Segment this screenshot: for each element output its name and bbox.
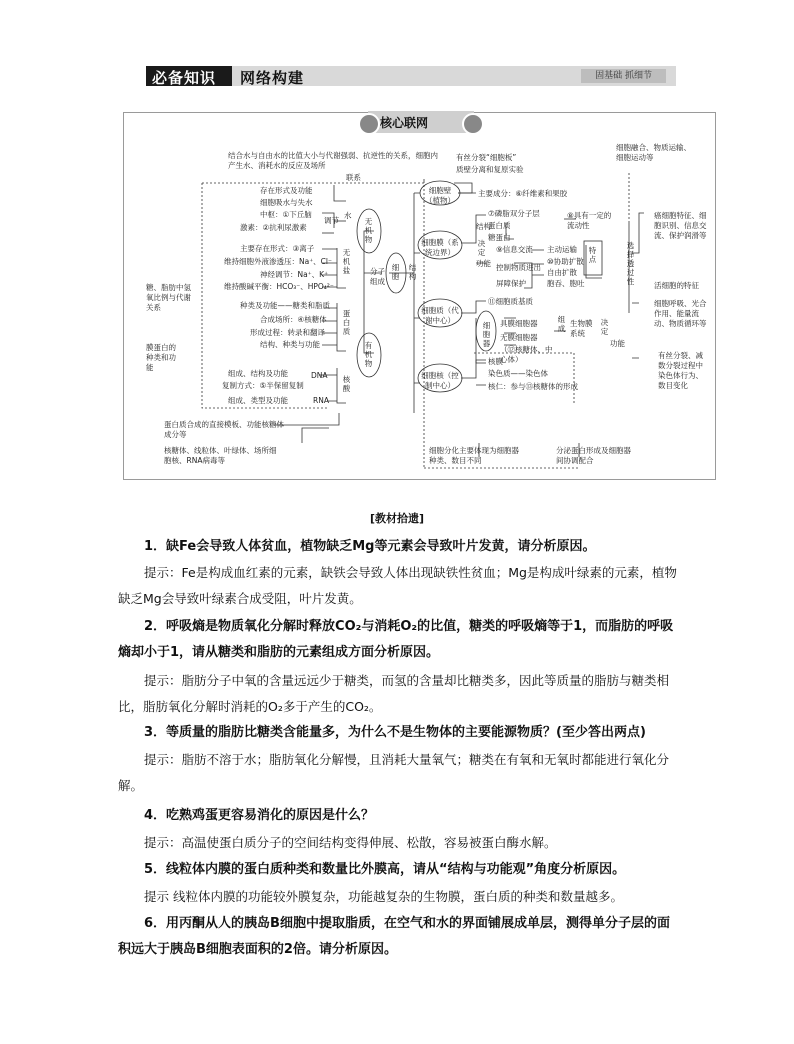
section-header: [146, 66, 676, 86]
header-bar: [232, 66, 676, 86]
transport-facilitated: ⑩协助扩散: [547, 257, 584, 266]
membrane-decide: 决定: [477, 239, 486, 257]
question-2: 2．呼吸熵是物质氧化分解时释放CO₂与消耗O₂的比值，糖类的呼吸熵等于1，而脂肪的呼吸熵却小于1，请从糖类和脂肪的元素组成方面分析原因。: [118, 619, 674, 660]
cytoplasm-node: 细胞质（代谢中心）: [421, 306, 459, 325]
membrane-barrier: 屏障保护: [496, 279, 526, 288]
rna-label: RNA: [313, 396, 329, 405]
question-3: 3．等质量的脂肪比糖类含能量多，为什么不是生物体的主要能源物质？(至少答出两点): [144, 725, 646, 740]
cytoplasm-decide: 决定: [600, 318, 609, 336]
note-living-cell: 活细胞的特征: [654, 281, 699, 290]
question-4: 4．吃熟鸡蛋更容易消化的原因是什么？: [144, 808, 375, 823]
membrane-protein: 蛋白质: [488, 221, 511, 230]
nonmembrane-organelle: 无膜细胞器: [500, 333, 538, 342]
question-6: 6．用丙酮从人的胰岛B细胞中提取脂质，在空气和水的界面铺展成单层，测得单分子层的面积远大于胰岛B细胞表面积的2倍。请分析原因。: [118, 916, 670, 957]
water-hormone: 激素：②抗利尿激素: [240, 223, 307, 232]
note-cancer: 癌细胞特征、细胞识别、信息交流、保护润滑等: [654, 211, 707, 240]
wall-composition: 主要成分：⑥纤维素和果胶: [478, 189, 568, 198]
cytoplasm-matrix: ⑪细胞质基质: [488, 297, 533, 306]
nucleic-comp: 组成、结构及功能: [228, 369, 288, 378]
header-badge: 必备知识: [146, 66, 232, 86]
hint-1: 提示：Fe是构成血红素的元素，缺铁会导致人体出现缺铁性贫血；Mg是构成叶绿素的元素，植物缺乏Mg会导致叶绿素合成受阻，叶片发黄。: [118, 565, 677, 606]
molecule-label: 分子组成: [370, 267, 385, 286]
nucleolus: 核仁：参与⑬核糖体的形成: [488, 382, 578, 391]
salt-ph: 维持酸碱平衡：HCO₃⁻、HPO₄²⁻: [224, 282, 334, 291]
membrane-transport: 控制物质进出: [496, 263, 541, 272]
water-regulation: 调节: [324, 216, 339, 225]
nucleic-type: 组成、类型及功能: [228, 396, 288, 405]
inorganic-node: 无机物: [364, 217, 373, 244]
salt-nerve: 神经调节：Na⁺、K⁺: [260, 270, 329, 279]
protein-process: 形成过程：转录和翻译: [250, 328, 325, 337]
water-osmosis: 细胞吸水与失水: [260, 198, 313, 207]
transport-free: 自由扩散: [547, 268, 577, 277]
nucleus-node: 细胞核（控制中心）: [421, 371, 459, 390]
salt-form: 主要存在形式：③离子: [240, 244, 315, 253]
protein-struct: 结构、种类与功能: [260, 340, 320, 349]
cell-node: 细胞: [391, 263, 400, 281]
transport-endo: 胞吞、胞吐: [547, 279, 585, 288]
membrane-fluidity: ⑧具有一定的流动性: [567, 211, 612, 230]
organelle-label: 细胞器: [482, 321, 491, 348]
chromatin: 染色质——染色体: [488, 369, 548, 378]
water-node: 水: [344, 211, 352, 220]
note-template: 蛋白质合成的直接模板、功能核糖体成分等: [164, 420, 284, 439]
hint-4: 提示：高温使蛋白质分子的空间结构变得伸展、松散，容易被蛋白酶水解。: [144, 835, 557, 850]
salt-osmotic: 维持细胞外液渗透压：Na⁺、Cl⁻: [224, 257, 332, 266]
question-5: 5．线粒体内膜的蛋白质种类和数量比外膜高，请从“结构与功能观”角度分析原因。: [144, 862, 626, 877]
nucleic-replication: 复制方式：⑤半保留复制: [222, 381, 304, 390]
transport-active: 主动运输: [547, 245, 577, 254]
note-ribosome: 核糖体、线粒体、叶绿体、场所细胞核、RNA病毒等: [164, 446, 277, 465]
note-water-ratio: 结合水与自由水的比值大小与代谢强弱、抗逆性的关系，细胞内产生水、消耗水的反应及场所: [228, 151, 438, 170]
membrane-node: 细胞膜（系统边界）: [421, 238, 459, 257]
protein-kind: 种类及功能——糖类和脂质: [240, 301, 330, 310]
water-center: 中枢：①下丘脑: [260, 210, 312, 219]
note-differentiation: 细胞分化主要体现为细胞器种类、数目不同: [429, 446, 519, 465]
section-title: [教材拾遗]: [369, 512, 425, 525]
biomembrane-system: 生物膜系统: [570, 319, 593, 338]
membrane-function: 功能: [476, 259, 491, 268]
header-tag: 固基础 抓细节: [581, 69, 666, 83]
link-label: 联系: [346, 173, 361, 182]
protein-node: 蛋白质: [342, 309, 351, 336]
water-form: 存在形式及功能: [260, 186, 313, 195]
nuclear-membrane: 核膜: [488, 357, 503, 366]
hint-5: 提示 线粒体内膜的功能较外膜复杂，功能越复杂的生物膜，蛋白质的种类和数量越多。: [144, 889, 623, 904]
wall-cellplate: 有丝分裂“细胞板”: [456, 153, 517, 162]
membrane-structure: 结构: [476, 222, 491, 231]
note-mitosis: 有丝分裂、减数分裂过程中染色体行为、数目变化: [658, 351, 703, 390]
note-sugar-fat: 糖、脂肪中氢氧比例与代谢关系: [146, 283, 191, 312]
header-title: 网络构建: [240, 69, 305, 87]
salt-node: 无机盐: [342, 248, 351, 275]
wall-plasmolysis: 质壁分离和复原实验: [456, 165, 524, 174]
membrane-signal: ⑨信息交流: [496, 245, 533, 254]
hint-2: 提示：脂肪分子中氧的含量远远少于糖类，而氢的含量却比糖类多，因此等质量的脂肪与糖类相比，脂肪氧化分解时消耗的O₂多于产生的CO₂。: [118, 673, 670, 714]
note-cell-fusion: 细胞融合、物质运输、细胞运动等: [616, 143, 691, 162]
concept-map: [123, 112, 716, 480]
concept-map-title: 核心联网: [368, 111, 474, 133]
membrane-selective: 选择透过性: [626, 241, 635, 286]
membrane-feature: 特点: [588, 246, 597, 264]
ribosome-centrosome: （⑫核糖体、中心体）: [500, 345, 553, 364]
wall-node: 细胞壁（植物）: [425, 186, 455, 205]
dna-label: DNA: [311, 371, 328, 380]
note-membrane-protein: 膜蛋白的种类和功能: [146, 343, 176, 372]
structure-label: 结构: [408, 263, 417, 281]
membrane-phospholipid: ⑦磷脂双分子层: [488, 209, 540, 218]
compose-label: 组成: [557, 315, 566, 333]
organic-node: 有机物: [364, 341, 373, 368]
hint-3: 提示：脂肪不溶于水；脂肪氧化分解慢，且消耗大量氧气；糖类在有氧和无氧时都能进行氧化分解。: [118, 752, 670, 793]
nucleic-node: 核酸: [342, 375, 351, 393]
cytoplasm-function: 功能: [610, 339, 625, 348]
protein-site: 合成场所：④核糖体: [260, 315, 327, 324]
membrane-organelle: 具膜细胞器: [500, 319, 538, 328]
note-secretory: 分泌蛋白形成及细胞器间协调配合: [556, 446, 631, 465]
question-1: 1．缺Fe会导致人体贫血，植物缺乏Mg等元素会导致叶片发黄，请分析原因。: [144, 539, 596, 554]
membrane-glycoprotein: 糖蛋白: [488, 233, 511, 242]
note-respiration: 细胞呼吸、光合作用、能量流动、物质循环等: [654, 299, 707, 328]
